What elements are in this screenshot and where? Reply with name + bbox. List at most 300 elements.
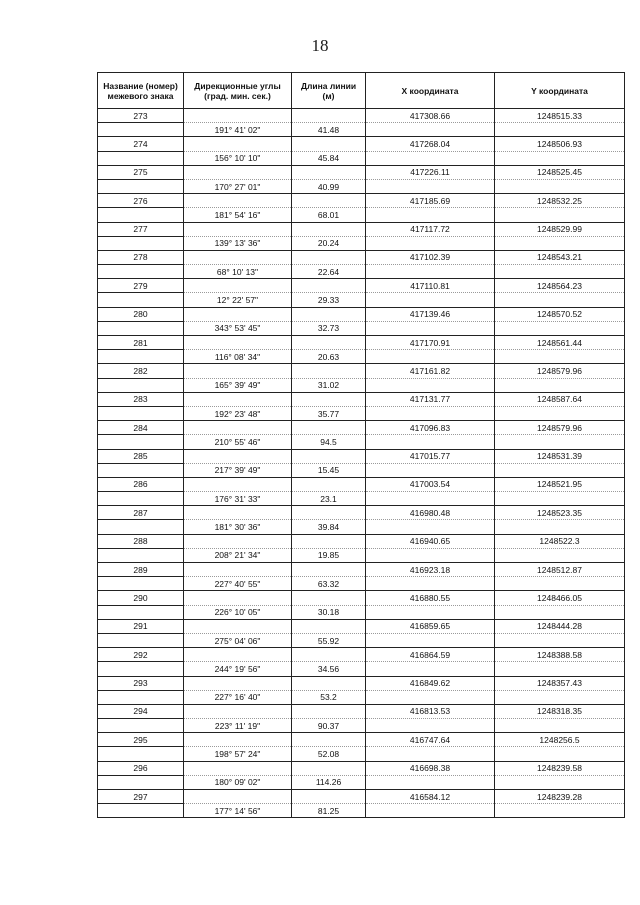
empty-cell [184,392,292,406]
empty-cell [292,392,366,406]
empty-cell [495,548,625,562]
line-length: 20.63 [292,350,366,364]
boundary-coordinates-table [97,72,625,818]
empty-cell [184,790,292,804]
x-coordinate: 416849.62 [366,676,495,690]
marker-name: 277 [98,222,184,236]
empty-cell [98,747,184,761]
marker-name: 290 [98,591,184,605]
segment-row [98,406,625,420]
empty-cell [292,761,366,775]
marker-name: 295 [98,733,184,747]
empty-cell [366,123,495,137]
marker-name: 281 [98,336,184,350]
y-coordinate: 1248543.21 [495,250,625,264]
segment-row [98,775,625,789]
segment-row [98,236,625,250]
point-row [98,733,625,747]
empty-cell [98,690,184,704]
marker-name: 291 [98,619,184,633]
marker-name: 280 [98,307,184,321]
direction-angle: 12° 22' 57" [184,293,292,307]
empty-cell [292,563,366,577]
marker-name: 285 [98,449,184,463]
empty-cell [495,719,625,733]
empty-cell [292,591,366,605]
line-length: 23.1 [292,492,366,506]
empty-cell [366,662,495,676]
line-length: 30.18 [292,605,366,619]
empty-cell [495,151,625,165]
direction-angle: 180° 09' 02" [184,775,292,789]
empty-cell [495,775,625,789]
empty-cell [292,194,366,208]
empty-cell [495,236,625,250]
segment-row [98,577,625,591]
y-coordinate: 1248522.3 [495,534,625,548]
empty-cell [292,109,366,123]
table-header-row [98,73,625,109]
header-name: Название (номер) межевого знака [98,73,184,109]
direction-angle: 217° 39' 49" [184,463,292,477]
x-coordinate: 417185.69 [366,194,495,208]
segment-row [98,747,625,761]
empty-cell [366,350,495,364]
empty-cell [495,577,625,591]
line-length: 53.2 [292,690,366,704]
empty-cell [98,378,184,392]
empty-cell [184,165,292,179]
segment-row [98,350,625,364]
empty-cell [184,477,292,491]
empty-cell [98,236,184,250]
x-coordinate: 416940.65 [366,534,495,548]
empty-cell [292,336,366,350]
direction-angle: 177° 14' 56" [184,804,292,818]
empty-cell [366,492,495,506]
direction-angle: 226° 10' 05" [184,605,292,619]
direction-angle: 275° 04' 06" [184,633,292,647]
empty-cell [292,733,366,747]
empty-cell [495,179,625,193]
empty-cell [292,449,366,463]
segment-row [98,520,625,534]
empty-cell [495,123,625,137]
direction-angle: 181° 30' 36" [184,520,292,534]
point-row [98,279,625,293]
y-coordinate: 1248561.44 [495,336,625,350]
direction-angle: 192° 23' 48" [184,406,292,420]
segment-row [98,151,625,165]
empty-cell [184,506,292,520]
empty-cell [98,662,184,676]
point-row [98,336,625,350]
segment-row [98,492,625,506]
empty-cell [366,747,495,761]
empty-cell [366,293,495,307]
empty-cell [366,605,495,619]
empty-cell [292,364,366,378]
empty-cell [292,534,366,548]
segment-row [98,605,625,619]
marker-name: 287 [98,506,184,520]
y-coordinate: 1248531.39 [495,449,625,463]
x-coordinate: 417268.04 [366,137,495,151]
y-coordinate: 1248529.99 [495,222,625,236]
empty-cell [184,676,292,690]
empty-cell [292,250,366,264]
empty-cell [292,506,366,520]
empty-cell [366,577,495,591]
line-length: 114.26 [292,775,366,789]
empty-cell [366,151,495,165]
point-row [98,194,625,208]
segment-row [98,265,625,279]
y-coordinate: 1248239.28 [495,790,625,804]
point-row [98,648,625,662]
marker-name: 292 [98,648,184,662]
x-coordinate: 417117.72 [366,222,495,236]
empty-cell [98,577,184,591]
empty-cell [292,704,366,718]
empty-cell [98,719,184,733]
direction-angle: 343° 53' 45" [184,321,292,335]
empty-cell [184,222,292,236]
point-row [98,165,625,179]
direction-angle: 181° 54' 16" [184,208,292,222]
segment-row [98,633,625,647]
empty-cell [366,378,495,392]
empty-cell [98,804,184,818]
point-row [98,563,625,577]
empty-cell [495,435,625,449]
point-row [98,591,625,605]
direction-angle: 210° 55' 46" [184,435,292,449]
y-coordinate: 1248388.58 [495,648,625,662]
line-length: 31.02 [292,378,366,392]
marker-name: 286 [98,477,184,491]
empty-cell [98,435,184,449]
x-coordinate: 416584.12 [366,790,495,804]
empty-cell [184,733,292,747]
empty-cell [184,591,292,605]
y-coordinate: 1248579.96 [495,421,625,435]
line-length: 29.33 [292,293,366,307]
point-row [98,704,625,718]
empty-cell [184,534,292,548]
x-coordinate: 417102.39 [366,250,495,264]
direction-angle: 191° 41' 02" [184,123,292,137]
x-coordinate: 417308.66 [366,109,495,123]
y-coordinate: 1248506.93 [495,137,625,151]
x-coordinate: 416747.64 [366,733,495,747]
empty-cell [184,704,292,718]
empty-cell [495,690,625,704]
empty-cell [366,406,495,420]
page-number: 18 [311,36,329,55]
y-coordinate: 1248239.58 [495,761,625,775]
empty-cell [495,321,625,335]
y-coordinate: 1248521.95 [495,477,625,491]
segment-row [98,548,625,562]
line-length: 94.5 [292,435,366,449]
segment-row [98,804,625,818]
point-row [98,449,625,463]
marker-name: 283 [98,392,184,406]
empty-cell [98,208,184,222]
empty-cell [98,520,184,534]
empty-cell [495,520,625,534]
empty-cell [292,165,366,179]
marker-name: 297 [98,790,184,804]
direction-angle: 176° 31' 33" [184,492,292,506]
y-coordinate: 1248466.05 [495,591,625,605]
empty-cell [98,492,184,506]
line-length: 39.84 [292,520,366,534]
segment-row [98,719,625,733]
empty-cell [495,208,625,222]
line-length: 41.48 [292,123,366,137]
empty-cell [495,747,625,761]
empty-cell [495,406,625,420]
empty-cell [184,307,292,321]
empty-cell [495,293,625,307]
segment-row [98,662,625,676]
line-length: 63.32 [292,577,366,591]
empty-cell [184,137,292,151]
empty-cell [495,662,625,676]
empty-cell [366,775,495,789]
x-coordinate: 417096.83 [366,421,495,435]
marker-name: 296 [98,761,184,775]
y-coordinate: 1248523.35 [495,506,625,520]
empty-cell [98,123,184,137]
header-angle: Дирекционные углы (град. мин. сек.) [184,73,292,109]
line-length: 45.84 [292,151,366,165]
y-coordinate: 1248570.52 [495,307,625,321]
marker-name: 276 [98,194,184,208]
empty-cell [292,619,366,633]
empty-cell [98,775,184,789]
line-length: 40.99 [292,179,366,193]
line-length: 81.25 [292,804,366,818]
empty-cell [184,279,292,293]
empty-cell [366,435,495,449]
x-coordinate: 416864.59 [366,648,495,662]
point-row [98,137,625,151]
empty-cell [366,463,495,477]
segment-row [98,179,625,193]
point-row [98,392,625,406]
x-coordinate: 416698.38 [366,761,495,775]
point-row [98,619,625,633]
marker-name: 274 [98,137,184,151]
y-coordinate: 1248444.28 [495,619,625,633]
empty-cell [292,648,366,662]
segment-row [98,321,625,335]
empty-cell [98,406,184,420]
empty-cell [366,633,495,647]
empty-cell [292,676,366,690]
empty-cell [184,336,292,350]
y-coordinate: 1248532.25 [495,194,625,208]
empty-cell [98,179,184,193]
x-coordinate: 417161.82 [366,364,495,378]
marker-name: 275 [98,165,184,179]
line-length: 19.85 [292,548,366,562]
x-coordinate: 417226.11 [366,165,495,179]
empty-cell [366,719,495,733]
point-row [98,364,625,378]
empty-cell [184,449,292,463]
x-coordinate: 417139.46 [366,307,495,321]
marker-name: 294 [98,704,184,718]
direction-angle: 198° 57' 24" [184,747,292,761]
line-length: 68.01 [292,208,366,222]
header-length: Длина линии (м) [292,73,366,109]
empty-cell [184,250,292,264]
direction-angle: 139° 13' 36" [184,236,292,250]
empty-cell [98,321,184,335]
table-body [98,109,625,818]
segment-row [98,435,625,449]
x-coordinate: 416859.65 [366,619,495,633]
direction-angle: 208° 21' 34" [184,548,292,562]
empty-cell [184,761,292,775]
point-row [98,222,625,236]
empty-cell [366,236,495,250]
empty-cell [495,605,625,619]
x-coordinate: 416923.18 [366,563,495,577]
empty-cell [98,463,184,477]
direction-angle: 68° 10' 13" [184,265,292,279]
y-coordinate: 1248515.33 [495,109,625,123]
line-length: 20.24 [292,236,366,250]
empty-cell [292,222,366,236]
marker-name: 288 [98,534,184,548]
point-row [98,676,625,690]
empty-cell [184,364,292,378]
empty-cell [495,804,625,818]
line-length: 90.37 [292,719,366,733]
empty-cell [98,265,184,279]
header-x: X координата [366,73,495,109]
line-length: 35.77 [292,406,366,420]
x-coordinate: 417003.54 [366,477,495,491]
y-coordinate: 1248256.5 [495,733,625,747]
empty-cell [366,208,495,222]
marker-name: 279 [98,279,184,293]
empty-cell [495,633,625,647]
empty-cell [366,179,495,193]
empty-cell [98,293,184,307]
line-length: 22.64 [292,265,366,279]
marker-name: 273 [98,109,184,123]
empty-cell [98,548,184,562]
direction-angle: 116° 08' 34" [184,350,292,364]
empty-cell [366,265,495,279]
empty-cell [98,633,184,647]
empty-cell [184,194,292,208]
empty-cell [292,307,366,321]
segment-row [98,378,625,392]
x-coordinate: 417170.91 [366,336,495,350]
line-length: 52.08 [292,747,366,761]
segment-row [98,123,625,137]
empty-cell [495,492,625,506]
y-coordinate: 1248525.45 [495,165,625,179]
empty-cell [292,477,366,491]
x-coordinate: 416813.53 [366,704,495,718]
empty-cell [366,548,495,562]
segment-row [98,208,625,222]
y-coordinate: 1248579.96 [495,364,625,378]
y-coordinate: 1248512.87 [495,563,625,577]
point-row [98,250,625,264]
y-coordinate: 1248357.43 [495,676,625,690]
x-coordinate: 417131.77 [366,392,495,406]
direction-angle: 227° 16' 40" [184,690,292,704]
point-row [98,534,625,548]
empty-cell [292,421,366,435]
empty-cell [495,350,625,364]
direction-angle: 156° 10' 10" [184,151,292,165]
marker-name: 289 [98,563,184,577]
empty-cell [184,421,292,435]
y-coordinate: 1248318.35 [495,704,625,718]
x-coordinate: 416880.55 [366,591,495,605]
empty-cell [184,648,292,662]
direction-angle: 165° 39' 49" [184,378,292,392]
marker-name: 278 [98,250,184,264]
empty-cell [366,520,495,534]
empty-cell [98,350,184,364]
y-coordinate: 1248564.23 [495,279,625,293]
point-row [98,790,625,804]
point-row [98,477,625,491]
empty-cell [292,790,366,804]
empty-cell [98,605,184,619]
empty-cell [184,109,292,123]
marker-name: 282 [98,364,184,378]
empty-cell [292,137,366,151]
empty-cell [184,619,292,633]
line-length: 55.92 [292,633,366,647]
point-row [98,421,625,435]
y-coordinate: 1248587.64 [495,392,625,406]
point-row [98,761,625,775]
empty-cell [495,378,625,392]
empty-cell [184,563,292,577]
segment-row [98,463,625,477]
empty-cell [292,279,366,293]
direction-angle: 170° 27' 01" [184,179,292,193]
line-length: 32.73 [292,321,366,335]
empty-cell [366,804,495,818]
empty-cell [366,321,495,335]
marker-name: 293 [98,676,184,690]
point-row [98,506,625,520]
segment-row [98,293,625,307]
empty-cell [495,463,625,477]
segment-row [98,690,625,704]
x-coordinate: 416980.48 [366,506,495,520]
header-y: Y координата [495,73,625,109]
line-length: 15.45 [292,463,366,477]
line-length: 34.56 [292,662,366,676]
point-row [98,307,625,321]
x-coordinate: 417110.81 [366,279,495,293]
